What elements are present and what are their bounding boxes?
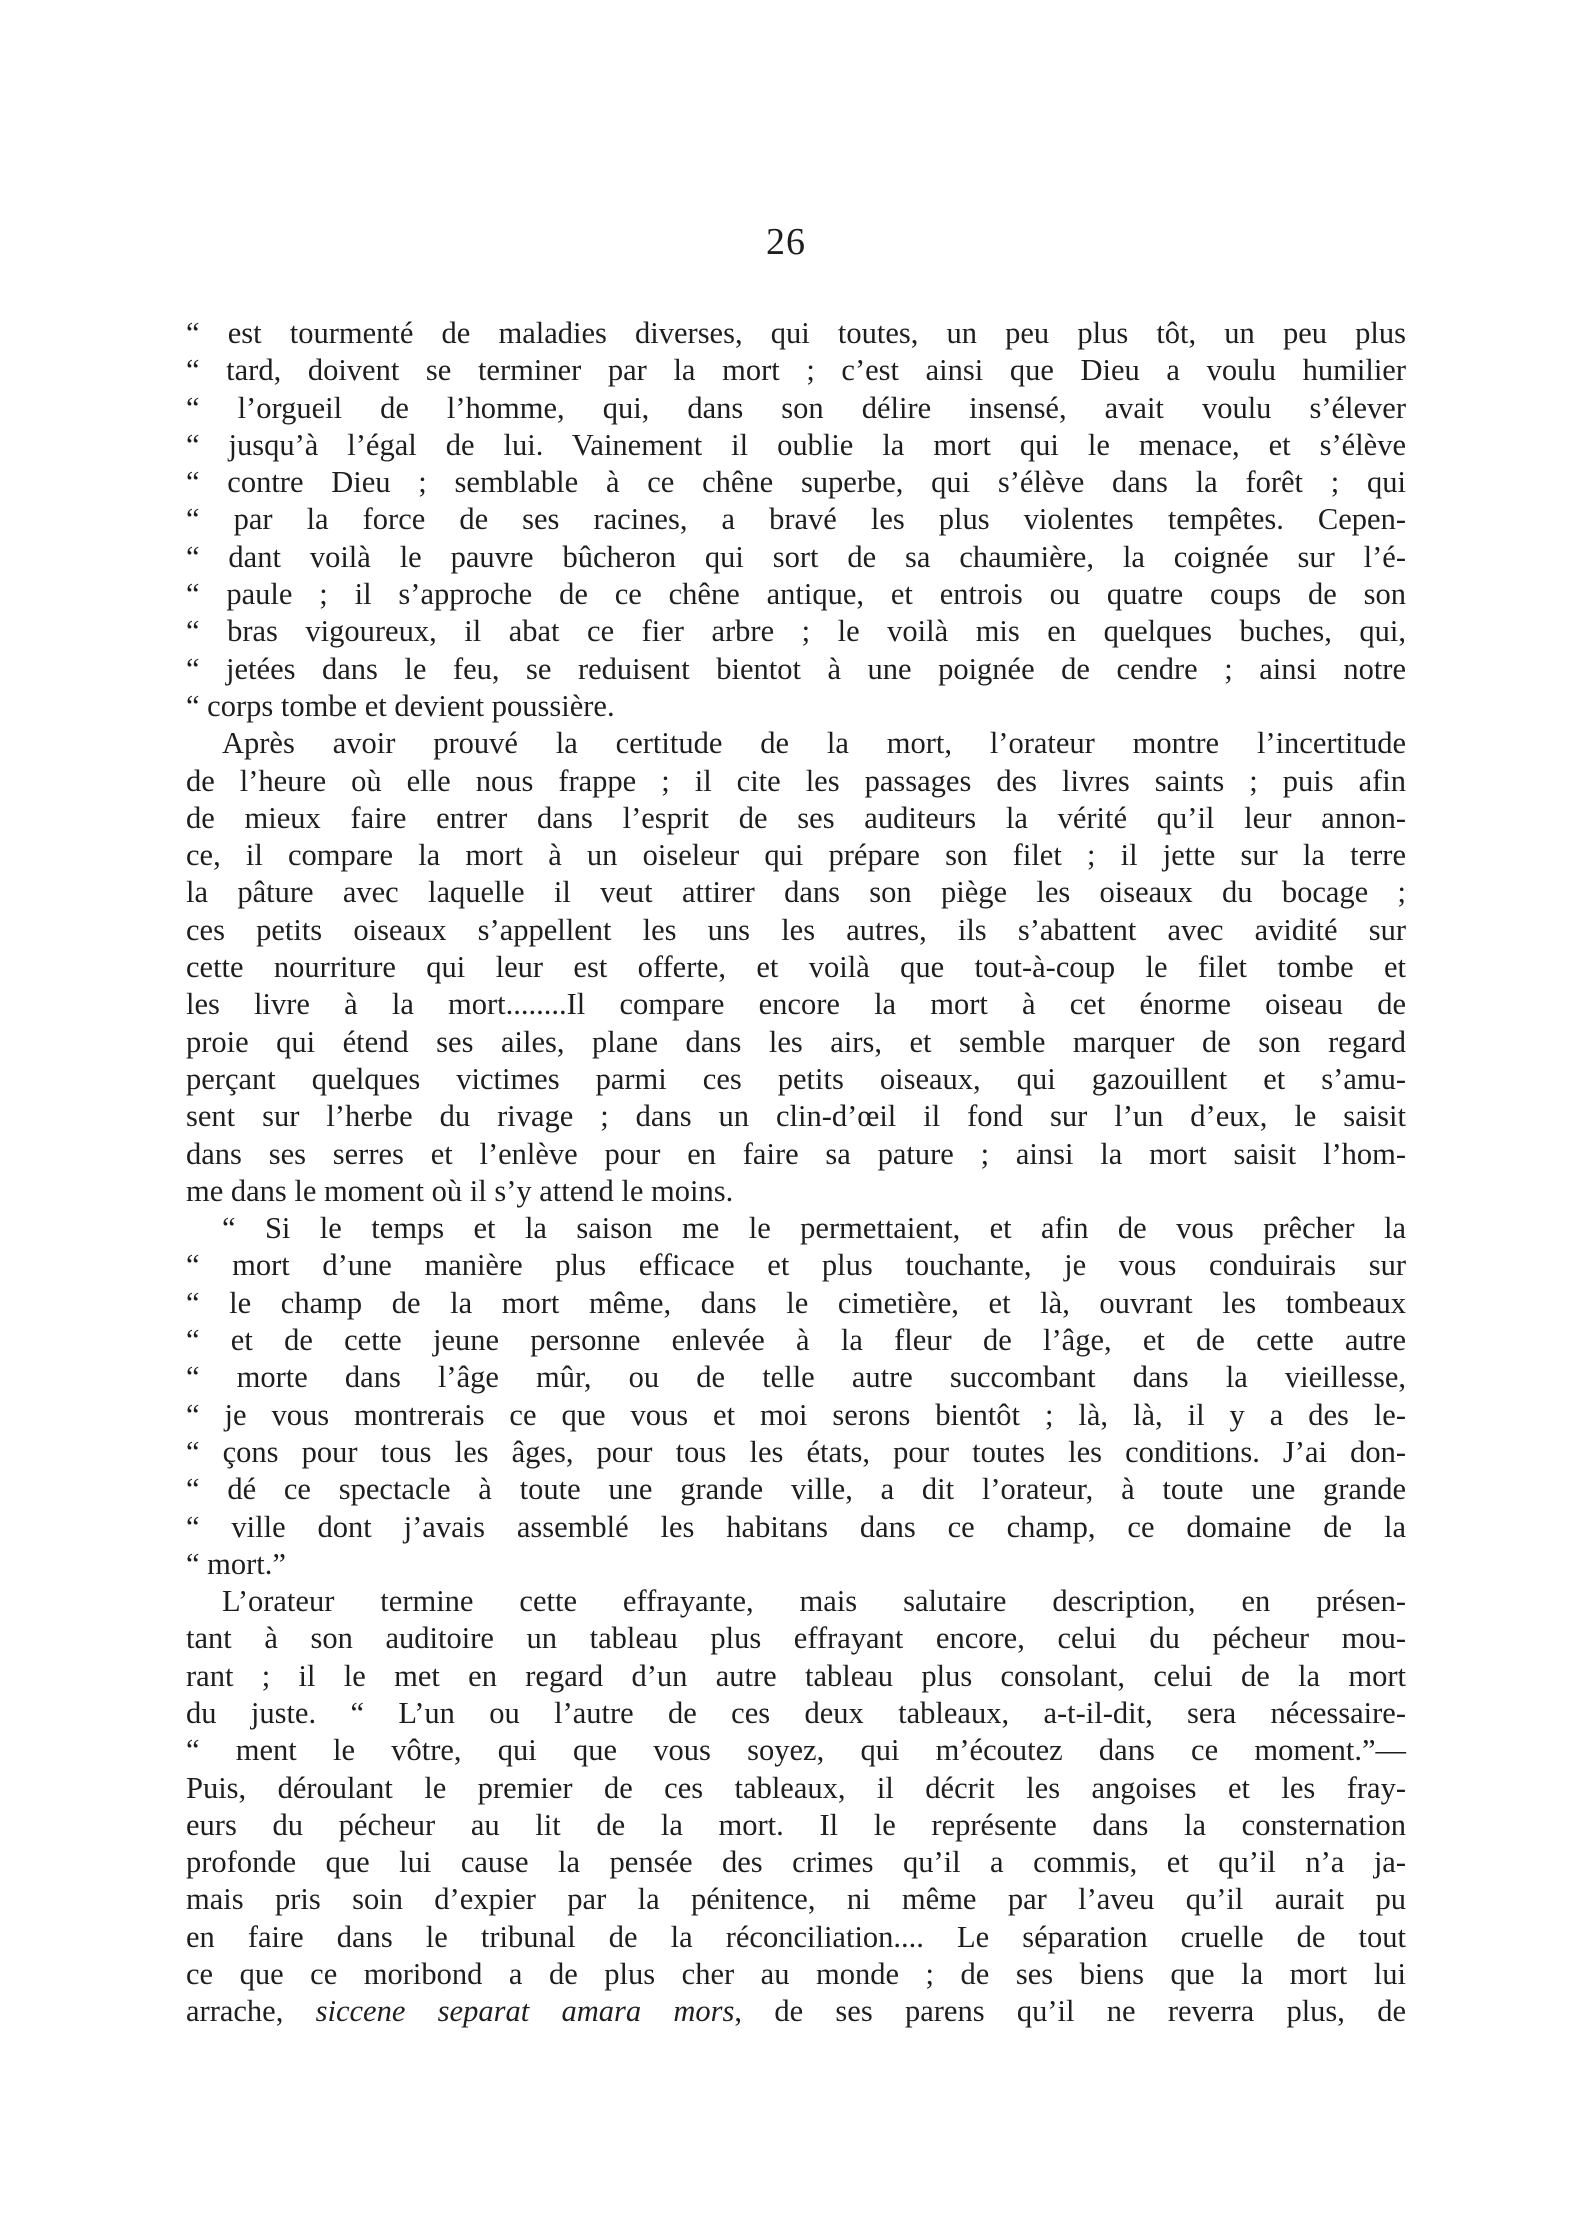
text-line: “ l’orgueil de l’homme, qui, dans son délire insensé, avait voulu s’élever [186,390,1406,425]
latin-phrase: siccene separat amara mors [315,1994,735,2029]
text-line: perçant quelques victimes parmi ces petits oiseaux, qui gazouillent et s’amu- [186,1061,1406,1096]
text-line: profonde que lui cause la pensée des crimes qu’il a commis, et qu’il n’a ja- [186,1845,1406,1880]
text-line: “ par la force de ses racines, a bravé les plus violentes tempêtes. Cepen- [186,502,1406,537]
text-line: “ je vous montrerais ce que vous et moi serons bientôt ; là, là, il y a des le- [186,1397,1406,1432]
text-line: “ bras vigoureux, il abat ce fier arbre ; le voilà mis en quelques buches, qui, [186,614,1406,649]
text-line: “ Si le temps et la saison me le permettaient, et afin de vous prêcher la [222,1211,1406,1246]
text-line: ces petits oiseaux s’appellent les uns les autres, ils s’abattent avec avidité sur [186,912,1406,947]
text-line: Après avoir prouvé la certitude de la mort, l’orateur montre l’incertitude [222,726,1406,761]
text-line: “ ville dont j’avais assemblé les habitans dans ce champ, ce domaine de la [186,1509,1406,1544]
text-line: en faire dans le tribunal de la réconciliation.... Le séparation cruelle de tout [186,1919,1406,1954]
text-line: “ mort d’une manière plus efficace et plus touchante, je vous conduirais sur [186,1248,1406,1283]
text-line: sent sur l’herbe du rivage ; dans un clin-d’œil il fond sur l’un d’eux, le saisit [186,1099,1406,1134]
text-line: “ et de cette jeune personne enlevée à la fleur de l’âge, et de cette autre [186,1323,1406,1358]
text-line: L’orateur termine cette effrayante, mais salutaire description, en présen- [222,1584,1406,1619]
text-line: “ jusqu’à l’égal de lui. Vainement il oublie la mort qui le menace, et s’élève [186,427,1406,462]
text-line: les livre à la mort........Il compare encore la mort à cet énorme oiseau de [186,987,1406,1022]
text-line: du juste. “ L’un ou l’autre de ces deux tableaux, a-t-il-dit, sera nécessaire- [186,1695,1406,1730]
text-line: Puis, déroulant le premier de ces tableaux, il décrit les angoises et les fray- [186,1770,1406,1805]
text-line: “ dant voilà le pauvre bûcheron qui sort de sa chaumière, la coignée sur l’é- [186,539,1406,574]
text-line: “ tard, doivent se terminer par la mort ; c’est ainsi que Dieu a voulu humilier [186,353,1406,388]
text-line: “ jetées dans le feu, se reduisent bientot à une poignée de cendre ; ainsi notre [186,651,1406,686]
body-text [186,315,1406,2031]
text-line: “ paule ; il s’approche de ce chêne antique, et entrois ou quatre coups de son [186,577,1406,612]
text-line: cette nourriture qui leur est offerte, et voilà que tout-à-coup le filet tombe et [186,950,1406,985]
text-line: dans ses serres et l’enlève pour en faire sa pature ; ainsi la mort saisit l’hom- [186,1136,1406,1171]
text-line: de mieux faire entrer dans l’esprit de ses auditeurs la vérité qu’il leur annon- [186,800,1406,835]
text-line: “ ment le vôtre, qui que vous soyez, qui m’écoutez dans ce moment.”— [186,1733,1406,1768]
text-line: “ le champ de la mort même, dans le cimetière, et là, ouvrant les tombeaux [186,1285,1406,1320]
text-line: ce, il compare la mort à un oiseleur qui prépare son filet ; il jette sur la terre [186,838,1406,873]
text-line: rant ; il le met en regard d’un autre tableau plus consolant, celui de la mort [186,1658,1406,1693]
text-line: “ contre Dieu ; semblable à ce chêne superbe, qui s’élève dans la forêt ; qui [186,465,1406,500]
text-line: mais pris soin d’expier par la pénitence, ni même par l’aveu qu’il aurait pu [186,1882,1406,1917]
text-line: “ est tourmenté de maladies diverses, qui toutes, un peu plus tôt, un peu plus [186,316,1406,350]
text-line: “ çons pour tous les âges, pour tous les états, pour toutes les conditions. J’ai don- [186,1434,1406,1469]
text-line: arrache, siccene separat amara mors, de ses parens qu’il ne reverra plus, de [186,1994,1407,2029]
text-line: “ mort.” [186,1546,286,1581]
text-line: tant à son auditoire un tableau plus effrayant encore, celui du pécheur mou- [186,1621,1406,1656]
text-line: eurs du pécheur au lit de la mort. Il le représente dans la consternation [186,1807,1406,1842]
text-line: “ morte dans l’âge mûr, ou de telle autre succombant dans la vieillesse, [186,1360,1406,1395]
text-line: me dans le moment où il s’y attend le moins. [186,1173,734,1208]
text-line: “ dé ce spectacle à toute une grande ville, a dit l’orateur, à toute une grande [186,1472,1406,1507]
text-line: ce que ce moribond a de plus cher au monde ; de ses biens que la mort lui [186,1957,1406,1992]
text-line: proie qui étend ses ailes, plane dans les airs, et semble marquer de son regard [186,1024,1406,1059]
page-number: 26 [766,221,806,263]
text-line: la pâture avec laquelle il veut attirer dans son piège les oiseaux du bocage ; [186,875,1406,910]
text-line: “ corps tombe et devient poussière. [186,688,615,723]
text-line: de l’heure où elle nous frappe ; il cite les passages des livres saints ; puis afin [186,763,1406,798]
